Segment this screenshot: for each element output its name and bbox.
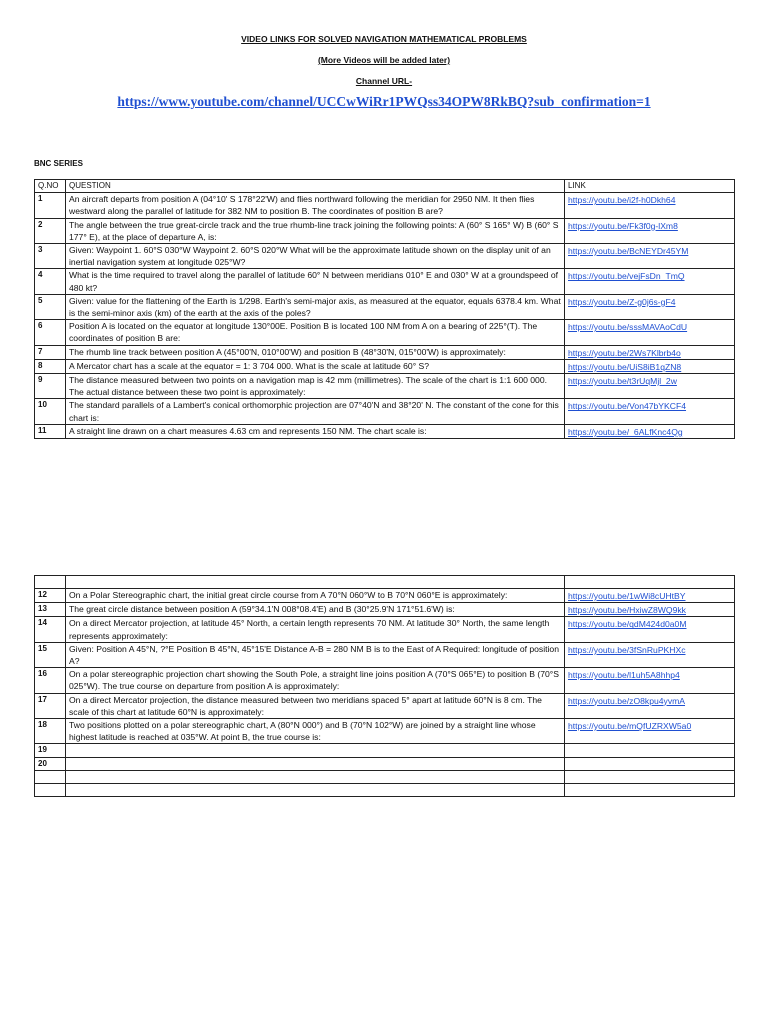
video-link[interactable]: https://youtu.be/1wWi8cUHtBY — [565, 589, 735, 603]
header-link: LINK — [565, 180, 735, 193]
question-table-part-2 — [34, 575, 735, 797]
video-link[interactable]: https://youtu.be/vejFsDn_TmQ — [565, 269, 735, 294]
table-row — [35, 642, 735, 667]
table-row — [35, 345, 735, 359]
channel-label: Channel URL- — [355, 76, 413, 86]
table-row — [35, 617, 735, 642]
question-text: On a direct Mercator projection, the distance measured between two meridians spaced 5° apart at latitude 60°N is 8 cm. The scale of this chart at latitude 60°N is approximately: — [66, 693, 565, 718]
question-number: 5 — [35, 294, 66, 319]
question-number: 2 — [35, 218, 66, 243]
video-link — [565, 783, 735, 796]
question-text — [66, 783, 565, 796]
header-question: QUESTION — [66, 180, 565, 193]
table-row — [35, 744, 735, 757]
question-text: A Mercator chart has a scale at the equator = 1: 3 704 000. What is the scale at latitude 60° S? — [66, 359, 565, 373]
table-row — [35, 269, 735, 294]
question-text: The rhumb line track between position A (45°00'N, 010°00'W) and position B (48°30'N, 015°00'W) is approximately: — [66, 345, 565, 359]
question-number: 19 — [35, 744, 66, 757]
video-link — [565, 757, 735, 770]
table-row — [35, 218, 735, 243]
video-link[interactable]: https://youtu.be/Fk3f0g-lXm8 — [565, 218, 735, 243]
question-number: 8 — [35, 359, 66, 373]
video-link[interactable]: https://youtu.be/mQfUZRXW5a0 — [565, 719, 735, 744]
question-table-part-1 — [34, 179, 735, 439]
table-row — [35, 589, 735, 603]
video-link[interactable]: https://youtu.be/t3rUqMjl_2w — [565, 374, 735, 399]
question-number: 4 — [35, 269, 66, 294]
video-link — [565, 576, 735, 589]
table-row — [35, 719, 735, 744]
video-link[interactable]: https://youtu.be/i2f-h0Dkh64 — [565, 193, 735, 218]
question-number: 13 — [35, 603, 66, 617]
video-link[interactable]: https://youtu.be/3fSnRuPKHXc — [565, 642, 735, 667]
question-text: What is the time required to travel along the parallel of latitude 60° N between meridians 010° E and 030° W at a groundspeed of 480 kt? — [66, 269, 565, 294]
video-link[interactable]: https://youtu.be/UiS8iB1qZN8 — [565, 359, 735, 373]
question-text — [66, 757, 565, 770]
question-number — [35, 770, 66, 783]
question-text: An aircraft departs from position A (04°10' S 178°22'W) and flies northward following the meridian for 2950 NM. It then flies westward along the parallel of latitude for 382 NM to position B. The coordinates of position B are? — [66, 193, 565, 218]
header-qno: Q.NO — [35, 180, 66, 193]
question-number: 11 — [35, 424, 66, 438]
question-text: On a Polar Stereographic chart, the initial great circle course from A 70°N 060°W to B 70°N 060°E is approximately: — [66, 589, 565, 603]
table-row — [35, 399, 735, 424]
question-number: 1 — [35, 193, 66, 218]
document-title: VIDEO LINKS FOR SOLVED NAVIGATION MATHEMATICAL PROBLEMS — [241, 34, 527, 44]
table-row — [35, 294, 735, 319]
table-row — [35, 770, 735, 783]
question-text: Two positions plotted on a polar stereographic chart, A (80°N 000°) and B (70°N 102°W) are joined by a straight line whose highest latitude is reached at 035°W. At point B, the true course is: — [66, 719, 565, 744]
table-row — [35, 374, 735, 399]
video-link[interactable]: https://youtu.be/_6ALfKnc4Qg — [565, 424, 735, 438]
question-number: 14 — [35, 617, 66, 642]
question-text: The angle between the true great-circle track and the true rhumb-line track joining the following points: A (60° S 165° W) B (60° S 177° E), at the place of departure A, is: — [66, 218, 565, 243]
video-link[interactable]: https://youtu.be/Z-g0j6s-gF4 — [565, 294, 735, 319]
question-text: On a polar stereographic projection chart showing the South Pole, a straight line joins position A (70°S 065°E) to position B (70°S 025°W). The true course on departure from position A is approximately: — [66, 668, 565, 693]
video-link[interactable]: https://youtu.be/Von47bYKCF4 — [565, 399, 735, 424]
question-text — [66, 770, 565, 783]
table-row — [35, 244, 735, 269]
question-text: A straight line drawn on a chart measures 4.63 cm and represents 150 NM. The chart scale is: — [66, 424, 565, 438]
question-number: 17 — [35, 693, 66, 718]
video-link[interactable]: https://youtu.be/sssMAVAoCdU — [565, 320, 735, 345]
question-number: 16 — [35, 668, 66, 693]
question-number: 12 — [35, 589, 66, 603]
video-link[interactable]: https://youtu.be/BcNEYDr45YM — [565, 244, 735, 269]
question-text: The distance measured between two points on a navigation map is 42 mm (millimetres). The scale of the chart is 1:1 600 000. The actual distance between these two point is approximately: — [66, 374, 565, 399]
table-row — [35, 424, 735, 438]
question-number: 3 — [35, 244, 66, 269]
table-header-row — [35, 180, 735, 193]
question-text: The standard parallels of a Lambert's conical orthomorphic projection are 07°40'N and 38°20' N. The constant of the cone for this chart is: — [66, 399, 565, 424]
question-number — [35, 576, 66, 589]
question-text: On a direct Mercator projection, at latitude 45° North, a certain length represents 70 NM. At latitude 30° North, the same length represents approximately: — [66, 617, 565, 642]
table-row — [35, 320, 735, 345]
table-row — [35, 359, 735, 373]
table-row — [35, 576, 735, 589]
document-subtitle-note: (More Videos will be added later) — [317, 55, 451, 65]
question-number: 18 — [35, 719, 66, 744]
video-link[interactable]: https://youtu.be/qdM424d0a0M — [565, 617, 735, 642]
channel-url-link[interactable]: https://www.youtube.com/channel/UCCwWiRr1PWQss34OPW8RkBQ?sub_confirmation=1 — [117, 94, 651, 109]
table-row — [35, 757, 735, 770]
table-row — [35, 783, 735, 796]
question-text: Given: value for the flattening of the Earth is 1/298. Earth's semi-major axis, as measured at the equator, equals 6378.4 km. What is the semi-minor axis (km) of the earth at the axis of the poles? — [66, 294, 565, 319]
table-row — [35, 603, 735, 617]
question-text: Given: Waypoint 1. 60°S 030°W Waypoint 2. 60°S 020°W What will be the approximate latitude shown on the display unit of an inertial navigation system at longitude 025°W? — [66, 244, 565, 269]
video-link[interactable]: https://youtu.be/zO8kpu4yvmA — [565, 693, 735, 718]
question-number: 20 — [35, 757, 66, 770]
question-number — [35, 783, 66, 796]
table-row — [35, 193, 735, 218]
series-label: BNC SERIES — [34, 159, 83, 168]
video-link[interactable]: https://youtu.be/2Ws7Klbrb4o — [565, 345, 735, 359]
question-number: 6 — [35, 320, 66, 345]
question-text: Given: Position A 45°N, ?°E Position B 45°N, 45°15'E Distance A-B = 280 NM B is to the East of A Required: longitude of position A? — [66, 642, 565, 667]
question-number: 15 — [35, 642, 66, 667]
video-link — [565, 770, 735, 783]
table-row — [35, 668, 735, 693]
video-link[interactable]: https://youtu.be/HxiwZ8WQ9kk — [565, 603, 735, 617]
question-text: The great circle distance between position A (59°34.1'N 008°08.4'E) and B (30°25.9'N 171°51.6'W) is: — [66, 603, 565, 617]
question-text: Position A is located on the equator at longitude 130°00E. Position B is located 100 NM from A on a bearing of 225°(T). The coordinates of position B are: — [66, 320, 565, 345]
question-number: 10 — [35, 399, 66, 424]
table-row — [35, 693, 735, 718]
question-text — [66, 576, 565, 589]
question-number: 9 — [35, 374, 66, 399]
question-text — [66, 744, 565, 757]
question-number: 7 — [35, 345, 66, 359]
video-link — [565, 744, 735, 757]
video-link[interactable]: https://youtu.be/l1uh5A8hhp4 — [565, 668, 735, 693]
